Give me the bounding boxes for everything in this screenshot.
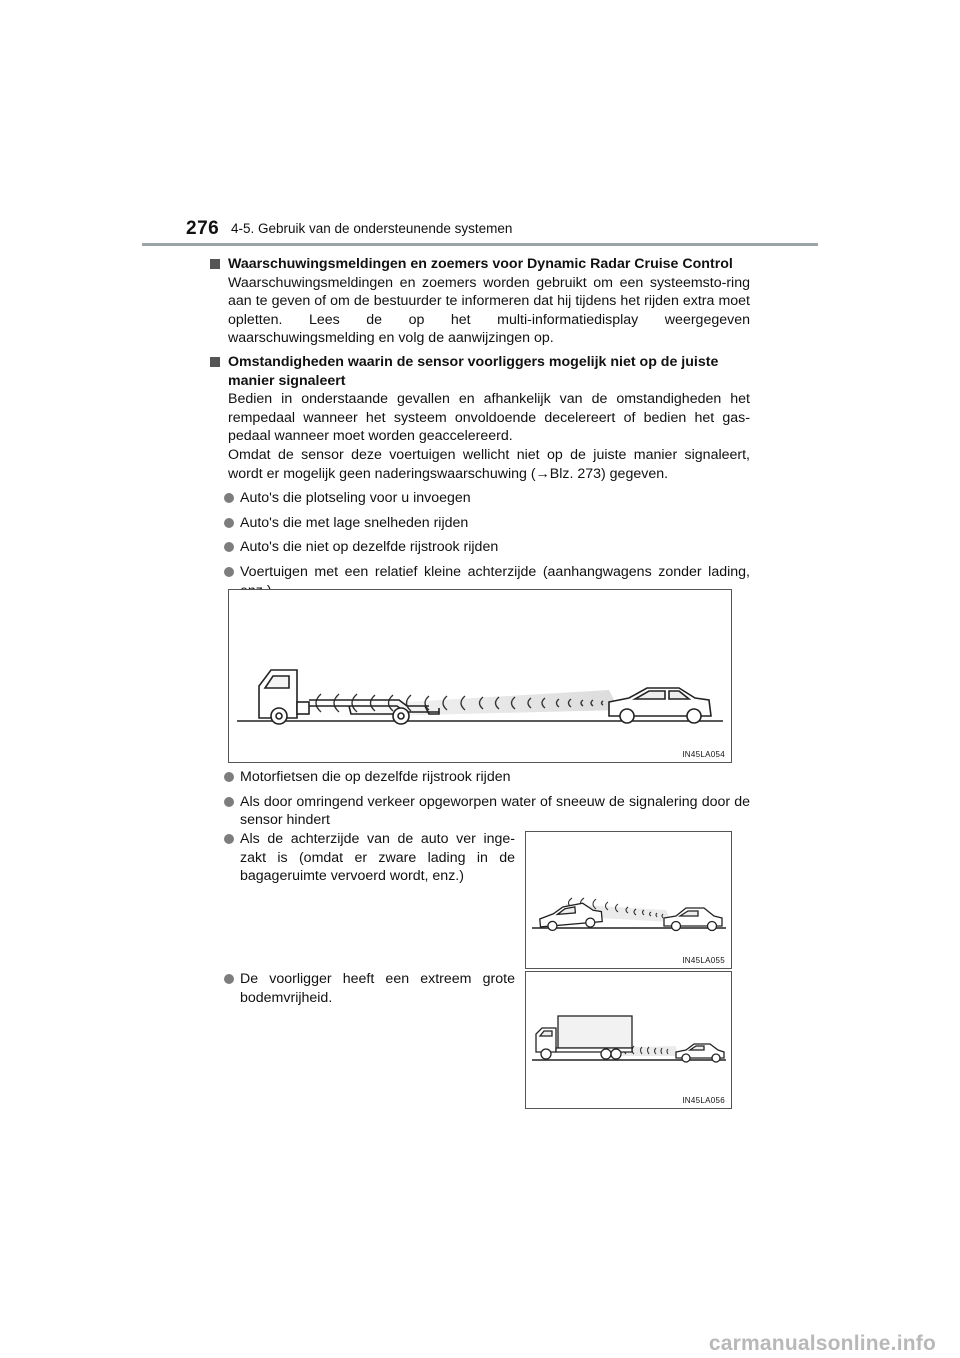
list-item: De voorligger heeft een extreem grote bodemvrijheid.: [210, 970, 515, 1007]
round-bullet-icon: [224, 772, 234, 782]
empty-trailer-illustration: [229, 590, 731, 762]
header-rule: [142, 243, 818, 246]
figure-code: IN45LA056: [682, 1096, 725, 1105]
figure-code: IN45LA055: [682, 956, 725, 965]
round-bullet-icon: [224, 493, 234, 503]
list-item: Motorfietsen die op dezelfde rijstrook rijden: [210, 768, 750, 787]
square-bullet-icon: [210, 357, 220, 367]
main-content-continued: [210, 768, 750, 830]
figure-high-clearance: [525, 971, 732, 1109]
list-item: Auto's die niet op dezelfde rijstrook rijden: [210, 538, 750, 557]
list-item: Als door omringend verkeer opgeworpen water of sneeuw de signalering door de sensor hindert: [210, 793, 750, 830]
square-bullet-icon: [210, 259, 220, 269]
round-bullet-icon: [224, 797, 234, 807]
sagging-rear-illustration: [526, 832, 731, 968]
chapter-title: 4-5. Gebruik van de ondersteunende systemen: [231, 221, 513, 236]
round-bullet-icon: [224, 567, 234, 577]
section-heading-conditions: Omstandigheden waarin de sensor voorliggers mogelijk niet op de juiste manier signaleert: [210, 353, 750, 390]
figure-code: IN45LA054: [682, 750, 725, 759]
conditions-paragraph-2: Omdat de sensor deze voertuigen wellicht niet op de juiste manier signaleert, wordt er mogelijk geen naderingswaarschuwing (→Blz. 273) gegeven.: [228, 446, 750, 482]
figure-sagging-rear: [525, 831, 732, 969]
list-item: Auto's die plotseling voor u invoegen: [210, 489, 750, 508]
high-clearance-illustration: [526, 972, 731, 1108]
round-bullet-icon: [224, 974, 234, 984]
main-content: [210, 255, 750, 600]
round-bullet-icon: [224, 518, 234, 528]
list-item: Auto's die met lage snelheden rijden: [210, 514, 750, 533]
watermark: carmanualsonline.info: [708, 1332, 936, 1355]
round-bullet-icon: [224, 542, 234, 552]
section-heading-warnings: Waarschuwingsmeldingen en zoemers voor Dynamic Radar Cruise Control: [210, 255, 750, 274]
list-item: Als de achterzijde van de auto ver inge-zakt is (omdat er zware lading in de bagageruimte vervoerd wordt, enz.): [210, 830, 515, 886]
page-number: 276: [186, 218, 220, 239]
round-bullet-icon: [224, 834, 234, 844]
figure-empty-trailer: [228, 589, 732, 763]
list-item: Voertuigen met een relatief kleine achterzijde (aanhangwagens zonder lading,: [210, 563, 750, 600]
conditions-paragraph-1: Bedien in onderstaande gevallen en afhankelijk van de omstandigheden het rempedaal wanneer het systeem onvoldoende decelereert of bedien het gas-pedaal wanneer moet worden geaccelereerd.: [228, 391, 750, 445]
warnings-paragraph: Waarschuwingsmeldingen en zoemers worden gebruikt om een systeemsto-ring aan te geven of om de bestuurder te informeren dat hij tijdens het rijden extra moet opletten. Lees de op het multi-informatiedisplay weergegeven waarschuwingsmelding en volg de aanwijzingen op.: [228, 274, 750, 347]
